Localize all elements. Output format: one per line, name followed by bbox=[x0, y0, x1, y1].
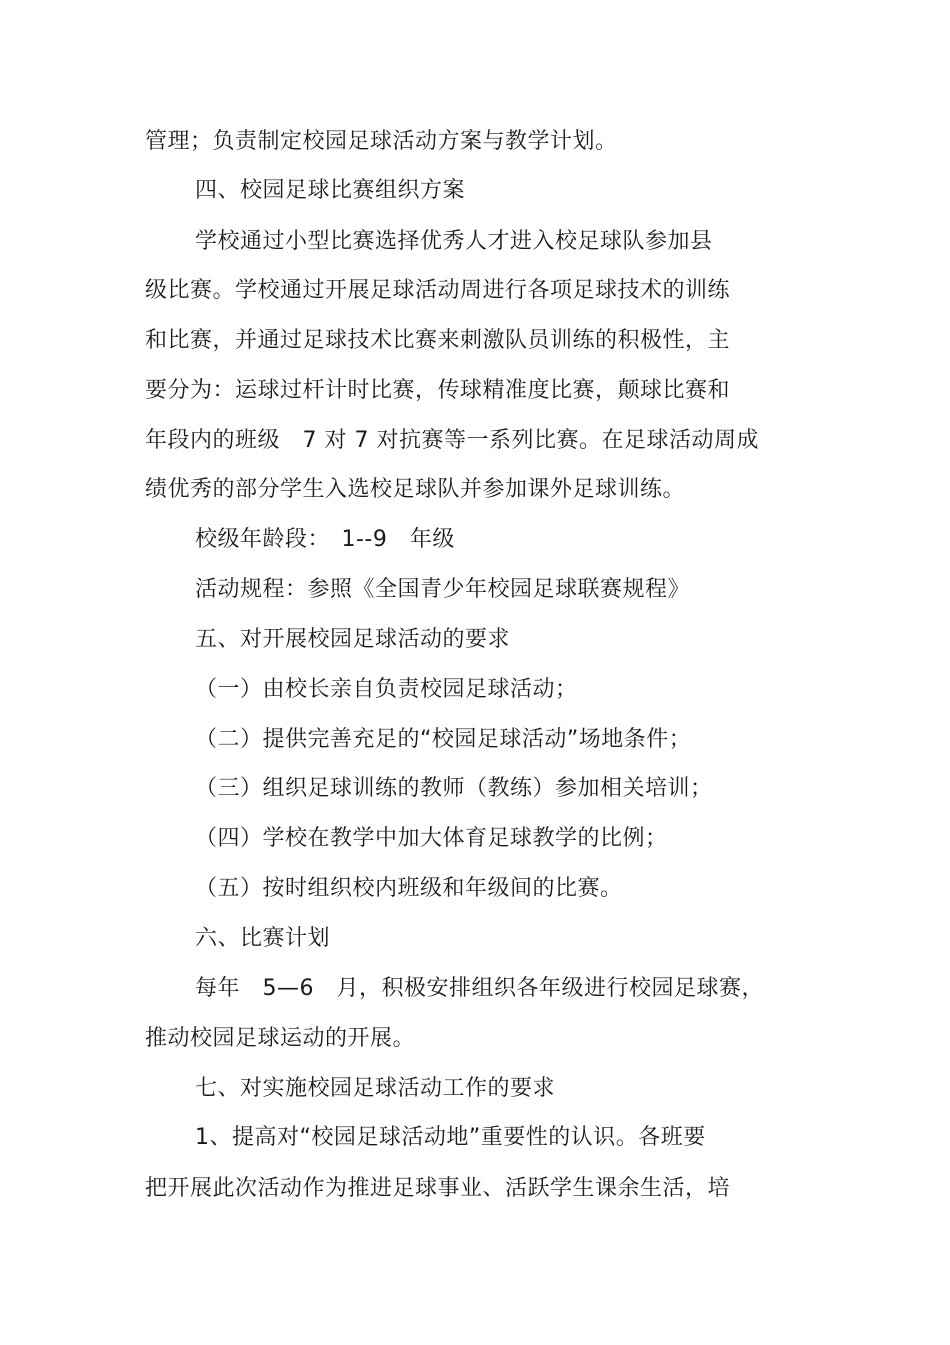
text-line: 要分为：运球过杆计时比赛，传球精准度比赛，颠球比赛和 bbox=[145, 378, 731, 403]
text-line: 绩优秀的部分学生入选校足球队并参加课外足球训练。 bbox=[145, 477, 686, 502]
text-line: 1、提高对“校园足球活动地”重要性的认识。各班要 bbox=[195, 1125, 706, 1150]
list-item: （四）学校在教学中加大体育足球教学的比例； bbox=[195, 826, 668, 851]
list-item: （二）提供完善充足的“校园足球活动”场地条件； bbox=[195, 727, 692, 752]
section-heading-4: 四、校园足球比赛组织方案 bbox=[195, 178, 466, 203]
text-line: 每年 5—6 月，积极安排组织各年级进行校园足球赛， bbox=[195, 976, 764, 1001]
text-line: 年段内的班级 7 对 7 对抗赛等一系列比赛。在足球活动周成 bbox=[145, 428, 759, 453]
text-line: 校级年龄段： 1--9 年级 bbox=[195, 527, 455, 552]
section-heading-5: 五、对开展校园足球活动的要求 bbox=[195, 627, 511, 652]
text-line: 和比赛，并通过足球技术比赛来刺激队员训练的积极性，主 bbox=[145, 328, 731, 353]
list-item: （三）组织足球训练的教师（教练）参加相关培训； bbox=[195, 776, 713, 801]
list-item: （五）按时组织校内班级和年级间的比赛。 bbox=[195, 876, 623, 901]
section-heading-7: 七、对实施校园足球活动工作的要求 bbox=[195, 1076, 556, 1101]
section-heading-6: 六、比赛计划 bbox=[195, 926, 331, 951]
text-line: 级比赛。学校通过开展足球活动周进行各项足球技术的训练 bbox=[145, 278, 731, 303]
text-line: 把开展此次活动作为推进足球事业、活跃学生课余生活，培 bbox=[145, 1176, 731, 1201]
text-line: 活动规程：参照《全国青少年校园足球联赛规程》 bbox=[195, 577, 691, 602]
list-item: （一）由校长亲自负责校园足球活动； bbox=[195, 677, 578, 702]
text-line: 管理；负责制定校园足球活动方案与教学计划。 bbox=[145, 129, 618, 154]
text-line: 学校通过小型比赛选择优秀人才进入校足球队参加县 bbox=[195, 229, 713, 254]
text-line: 推动校园足球运动的开展。 bbox=[145, 1026, 416, 1051]
